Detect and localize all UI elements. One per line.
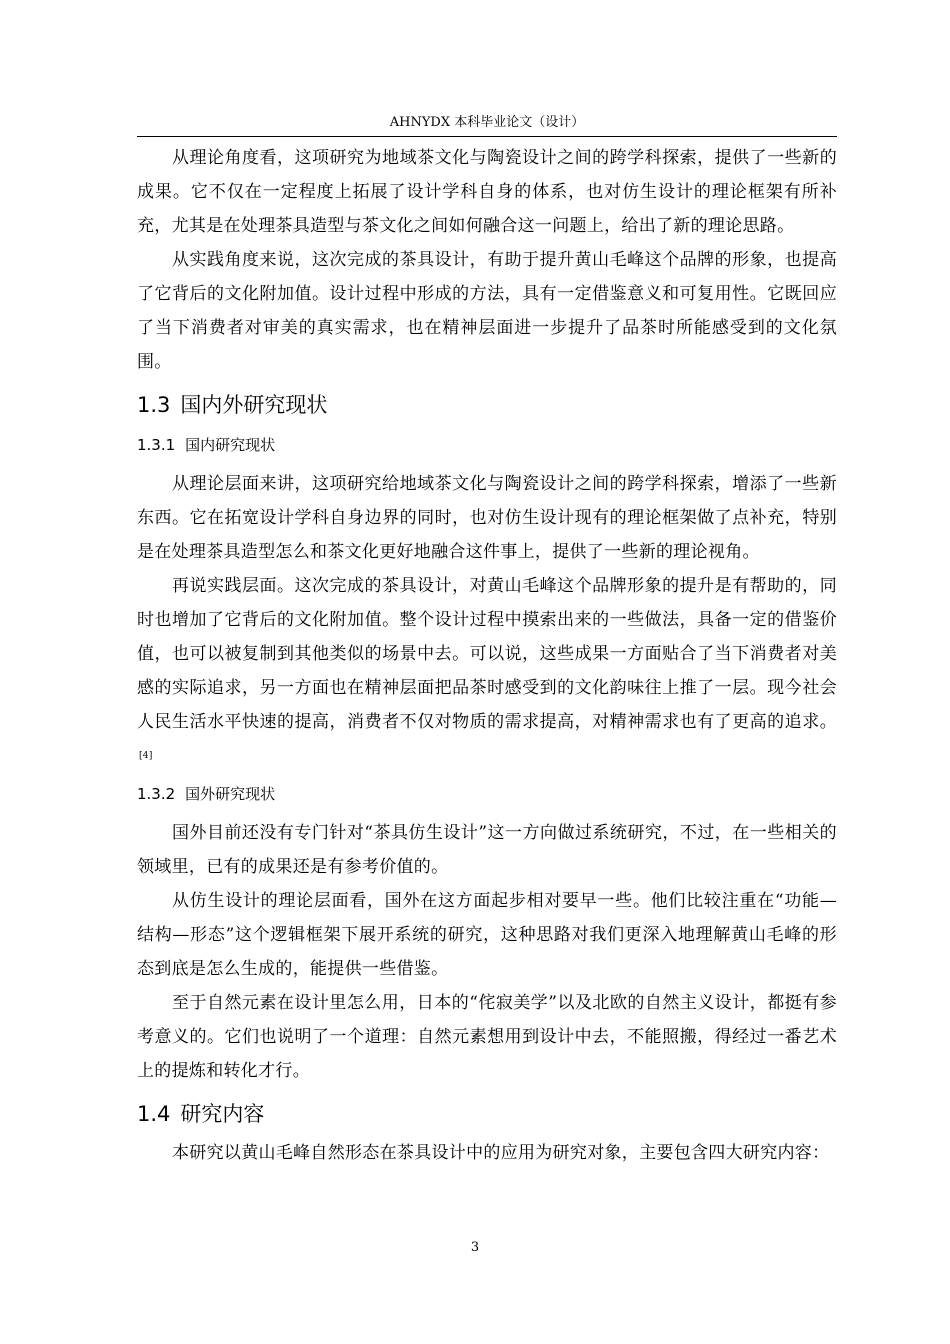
paragraph-with-citation bbox=[137, 569, 837, 776]
page-header: AHNYDX 本科毕业论文（设计） bbox=[389, 115, 585, 130]
paragraph: 至于自然元素在设计里怎么用，日本的“侘寂美学”以及北欧的自然主义设计，都挺有参考意义的。它们也说明了一个道理：自然元素想用到设计中去，不能照搬，得经过一番艺术上的提炼和转化才行。 bbox=[137, 993, 837, 1081]
paragraph-text: 再说实践层面。这次完成的茶具设计，对黄山毛峰这个品牌形象的提升是有帮助的，同时也增加了它背后的文化附加值。整个设计过程中摸索出来的一些做法，具备一定的借鉴价值，也可以被复制到其他类似的场景中去。可以说，这些成果一方面贴合了当下消费者对美感的实际追求，另一方面也在精神层面把品茶时感受到的文化韵味往上推了一层。现今社会人民生活水平快速的提高，消费者不仅对物质的需求提高，对精神需求也有了更高的追求。 bbox=[137, 576, 837, 732]
subsection-title: 国外研究现状 bbox=[185, 785, 276, 803]
subsection-heading-1-3-2 bbox=[137, 776, 837, 812]
paragraph: 从理论角度看，这项研究为地域茶文化与陶瓷设计之间的跨学科探索，提供了一些新的成果。它不仅在一定程度上拓展了设计学科自身的体系，也对仿生设计的理论框架有所补充，尤其是在处理茶具造型与茶文化之间如何融合这一问题上，给出了新的理论思路。 bbox=[137, 148, 837, 236]
section-title: 研究内容 bbox=[180, 1102, 265, 1126]
paragraph: 从理论层面来讲，这项研究给地域茶文化与陶瓷设计之间的跨学科探索，增添了一些新东西。它在拓宽设计学科自身边界的同时，也对仿生设计现有的理论框架做了点补充，特别是在处理茶具造型怎么和茶文化更好地融合这件事上，提供了一些新的理论视角。 bbox=[137, 474, 837, 562]
section-heading-1-4 bbox=[137, 1094, 837, 1134]
subsection-number: 1.3.1 bbox=[137, 436, 176, 454]
section-number: 1.3 bbox=[137, 393, 171, 417]
subsection-heading-1-3-1 bbox=[137, 427, 837, 463]
page-number: 3 bbox=[470, 1240, 480, 1255]
section-number: 1.4 bbox=[137, 1102, 171, 1126]
paragraph: 国外目前还没有专门针对“茶具仿生设计”这一方向做过系统研究，不过，在一些相关的领域里，已有的成果还是有参考价值的。 bbox=[137, 823, 837, 877]
paragraph: 从实践角度来说，这次完成的茶具设计，有助于提升黄山毛峰这个品牌的形象，也提高了它背后的文化附加值。设计过程中形成的方法，具有一定借鉴意义和可复用性。它既回应了当下消费者对审美的真实需求，也在精神层面进一步提升了品茶时所能感受到的文化氛围。 bbox=[137, 250, 837, 372]
subsection-title: 国内研究现状 bbox=[185, 436, 276, 454]
header-rule bbox=[137, 136, 837, 137]
page-body bbox=[137, 141, 837, 1170]
section-heading-1-3 bbox=[137, 385, 837, 425]
citation-marker: [4] bbox=[139, 751, 153, 761]
paragraph: 本研究以黄山毛峰自然形态在茶具设计中的应用为研究对象，主要包含四大研究内容： bbox=[172, 1143, 830, 1163]
section-title: 国内外研究现状 bbox=[180, 393, 328, 417]
paragraph: 从仿生设计的理论层面看，国外在这方面起步相对要早一些。他们比较注重在“功能—结构—形态”这个逻辑框架下展开系统的研究，这种思路对我们更深入地理解黄山毛峰的形态到底是怎么生成的，能提供一些借鉴。 bbox=[137, 891, 837, 979]
subsection-number: 1.3.2 bbox=[137, 785, 176, 803]
